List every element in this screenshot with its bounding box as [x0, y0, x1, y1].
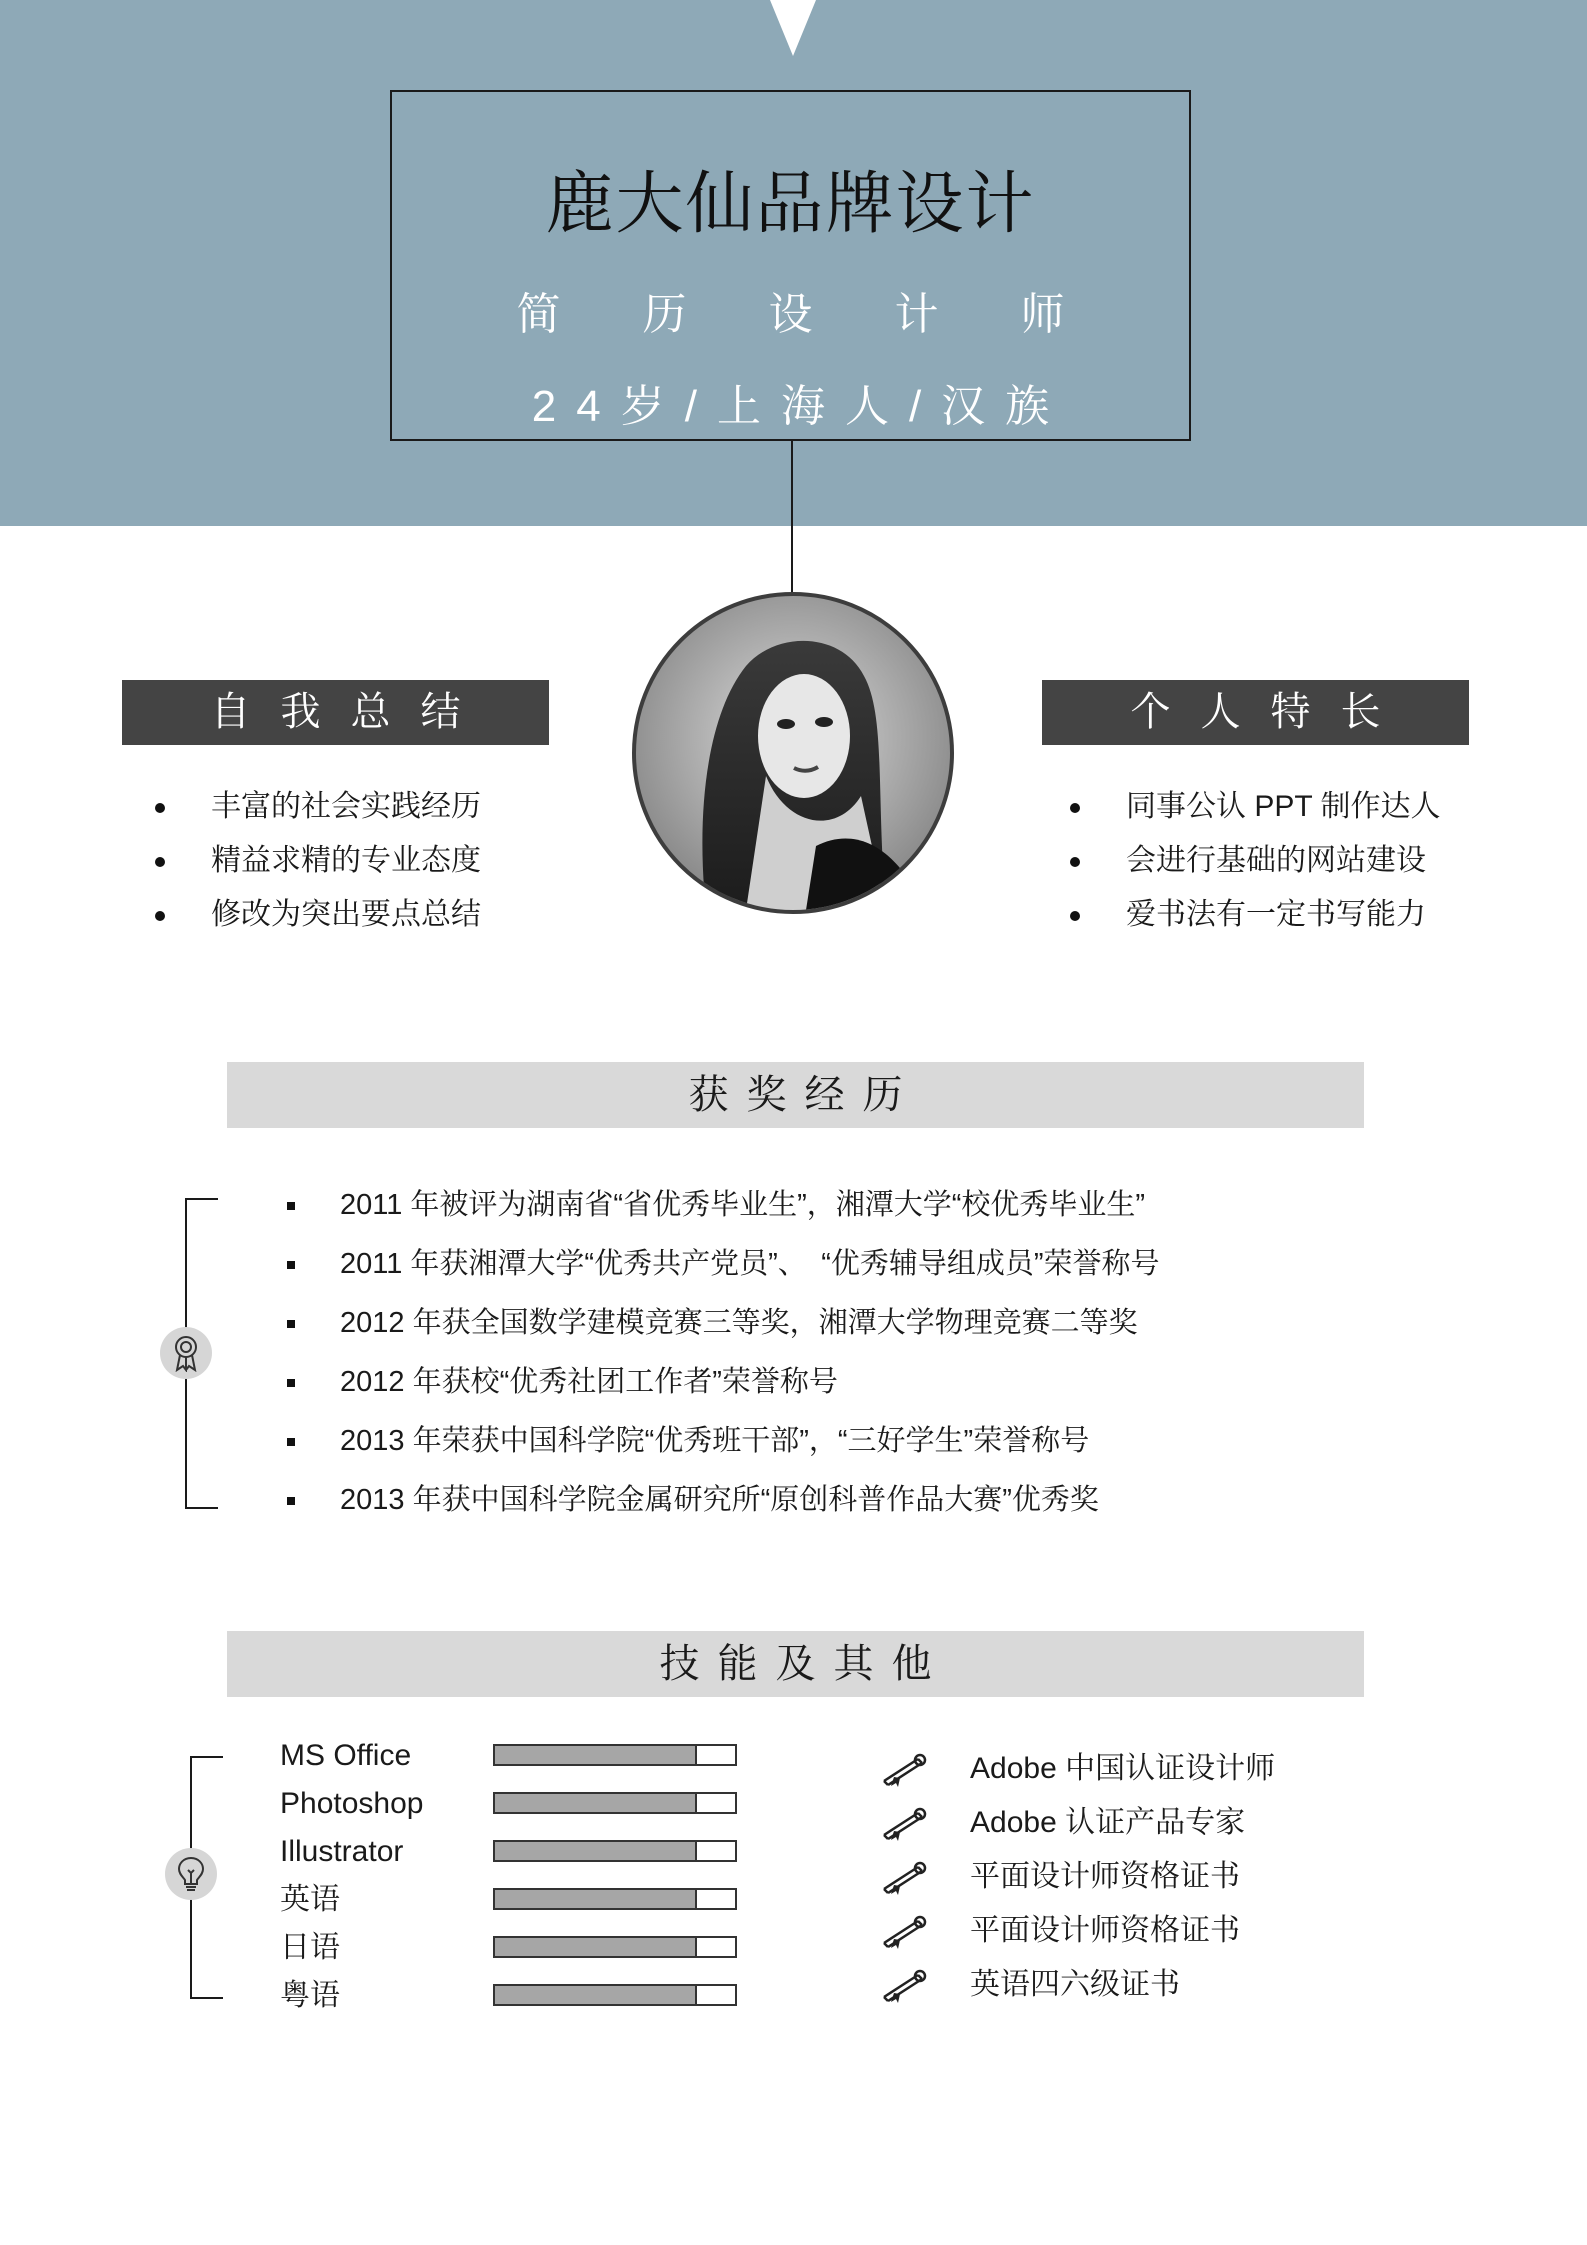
skill-row [280, 1924, 740, 1972]
certificate-item [880, 1742, 1275, 1796]
certificate-item [880, 1904, 1275, 1958]
certificate-label: 平面设计师资格证书 [970, 1860, 1240, 1893]
diploma-icon [880, 1751, 930, 1787]
skill-level-bar [493, 1984, 737, 2006]
skill-level-fill [495, 1938, 697, 1956]
list-item: 会进行基础的网站建设 [1070, 834, 1440, 888]
skill-name: Photoshop [280, 1787, 424, 1820]
list-item: 修改为突出要点总结 [155, 888, 481, 942]
skill-level-bar [493, 1888, 737, 1910]
skill-row [280, 1972, 740, 2020]
job-title: 简历设计师 [516, 290, 1147, 339]
skill-level-fill [495, 1746, 697, 1764]
skill-row [280, 1780, 740, 1828]
skill-row [280, 1732, 740, 1780]
portrait-photo [636, 596, 950, 910]
diploma-icon [880, 1859, 930, 1895]
certificate-label: Adobe 中国认证设计师 [970, 1752, 1276, 1785]
awards-heading: 获奖经历 [227, 1062, 1364, 1128]
strengths-heading: 个人特长 [1042, 680, 1469, 745]
list-item: 2012 年获全国数学建模竞赛三等奖，湘潭大学物理竞赛二等奖 [285, 1294, 1160, 1353]
certificate-item [880, 1958, 1275, 2012]
skill-name: Illustrator [280, 1835, 404, 1868]
skill-level-fill [495, 1890, 697, 1908]
skill-name: MS Office [280, 1739, 412, 1772]
certificate-label: 平面设计师资格证书 [970, 1914, 1240, 1947]
skill-name: 粤语 [280, 1979, 340, 2012]
medal-icon [160, 1327, 212, 1379]
self-summary-heading: 自我总结 [122, 680, 549, 745]
list-item: 爱书法有一定书写能力 [1070, 888, 1440, 942]
connector-line [791, 441, 793, 593]
skills-heading: 技能及其他 [227, 1631, 1364, 1697]
list-item: 丰富的社会实践经历 [155, 780, 481, 834]
list-item: 2011 年被评为湖南省“省优秀毕业生”，湘潭大学“校优秀毕业生” [285, 1176, 1160, 1235]
diploma-icon [880, 1913, 930, 1949]
skill-level-fill [495, 1986, 697, 2004]
diploma-icon [880, 1805, 930, 1841]
list-item: 2012 年获校“优秀社团工作者”荣誉称号 [285, 1353, 1160, 1412]
skill-level-bar [493, 1936, 737, 1958]
header-notch [770, 0, 816, 56]
title-box [390, 90, 1191, 441]
avatar [632, 592, 954, 914]
skill-row [280, 1828, 740, 1876]
skill-row [280, 1876, 740, 1924]
list-item: 同事公认 PPT 制作达人 [1070, 780, 1440, 834]
list-item: 2013 年获中国科学院金属研究所“原创科普作品大赛”优秀奖 [285, 1471, 1160, 1530]
certificate-label: 英语四六级证书 [970, 1968, 1180, 2001]
skills-list [280, 1732, 740, 2020]
certificates-list [880, 1742, 1275, 2012]
skill-level-fill [495, 1842, 697, 1860]
skill-name: 日语 [280, 1931, 340, 1964]
lightbulb-icon [165, 1848, 217, 1900]
list-item: 2011 年获湘潭大学“优秀共产党员”、 “优秀辅导组成员”荣誉称号 [285, 1235, 1160, 1294]
awards-list [285, 1176, 1160, 1530]
certificate-item [880, 1796, 1275, 1850]
personal-info: 24岁/上海人/汉族 [531, 382, 1070, 431]
skill-level-bar [493, 1840, 737, 1862]
skill-level-fill [495, 1794, 697, 1812]
name-heading: 鹿大仙品牌设计 [545, 166, 1036, 242]
skill-level-bar [493, 1792, 737, 1814]
list-item: 2013 年荣获中国科学院“优秀班干部”，“三好学生”荣誉称号 [285, 1412, 1160, 1471]
skill-name: 英语 [280, 1883, 340, 1916]
diploma-icon [880, 1967, 930, 2003]
certificate-item [880, 1850, 1275, 1904]
self-summary-list [155, 780, 481, 942]
certificate-label: Adobe 认证产品专家 [970, 1806, 1246, 1839]
strengths-list [1070, 780, 1440, 942]
skill-level-bar [493, 1744, 737, 1766]
list-item: 精益求精的专业态度 [155, 834, 481, 888]
